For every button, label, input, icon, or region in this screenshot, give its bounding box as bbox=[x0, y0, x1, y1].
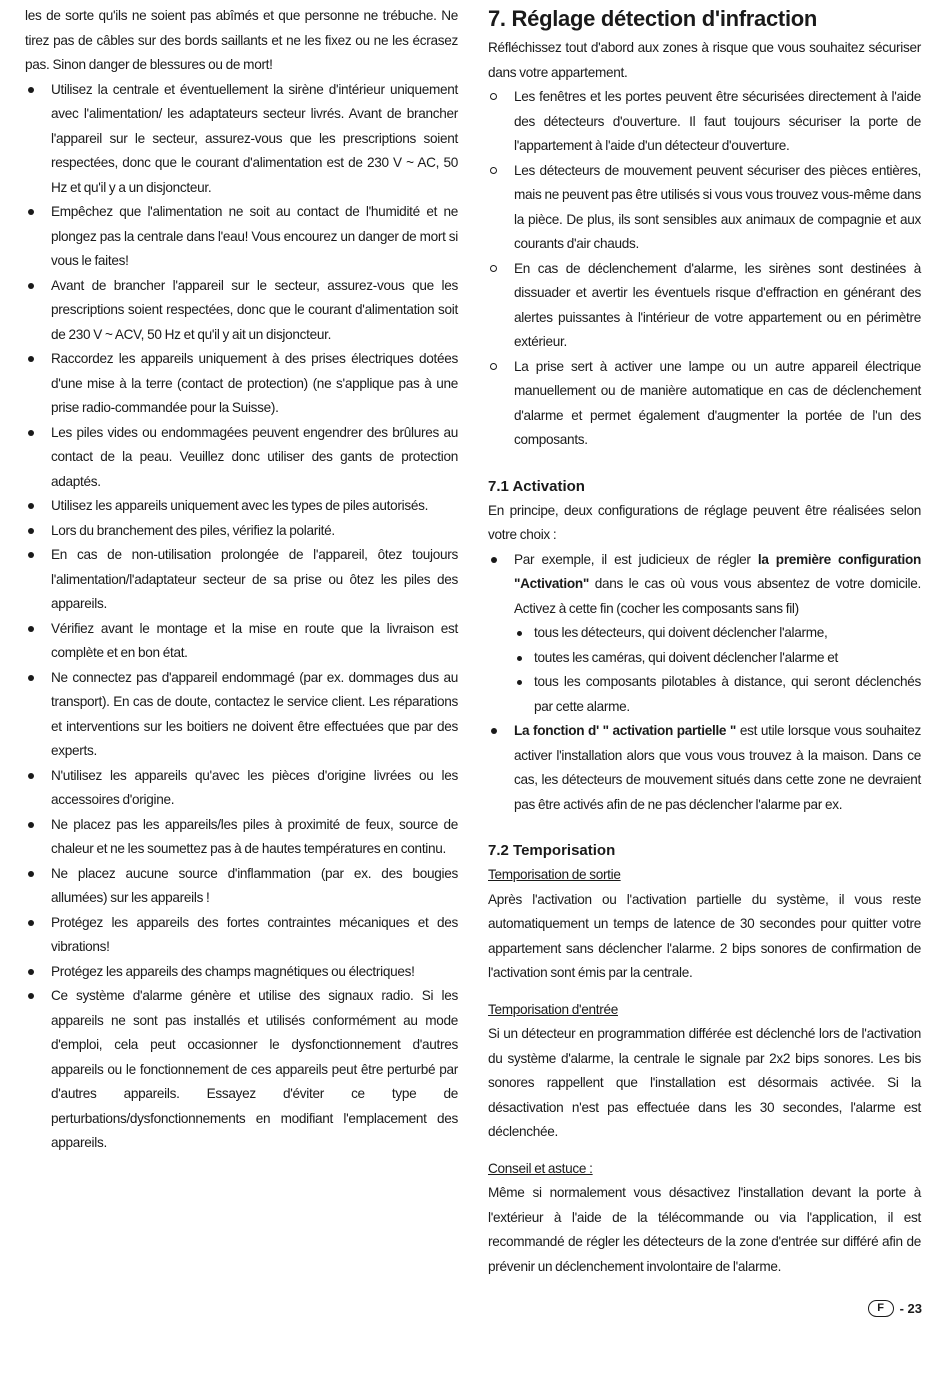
tip-heading: Conseil et astuce : bbox=[488, 1160, 593, 1176]
list-item: Les détecteurs de mouvement peuvent sécuriser des pièces entières, mais ne peuvent pas être utilisés si vous vous trouvez vous-même dans la pièce. De plus, ils sont sensibles aux animaux de compagnie et aux courants d'air chauds. bbox=[488, 159, 921, 257]
zone-list bbox=[488, 85, 921, 453]
item-text: Par exemple, il est judicieux de régler bbox=[514, 551, 758, 567]
exit-delay-text: Après l'activation ou l'activation partielle du système, il vous reste automatiquement un temps de latence de 30 secondes pour quitter votre appartement sans déclencher l'alarme. 2 bips sonores de confirmation de l'activation sont émis par la centrale. bbox=[488, 891, 921, 980]
list-item: Ne placez aucune source d'inflammation (par ex. des bougies allumées) sur les appareils ! bbox=[25, 862, 458, 911]
list-item: Protégez les appareils des fortes contraintes mécaniques et des vibrations! bbox=[25, 911, 458, 960]
section-7-title: 7. Réglage détection d'infraction bbox=[488, 6, 818, 31]
safety-list bbox=[25, 78, 458, 1156]
left-column bbox=[25, 4, 458, 1156]
activation-list bbox=[488, 548, 921, 818]
list-item: La prise sert à activer une lampe ou un autre appareil électrique manuellement ou de manière automatique en cas de déclenchement d'alarme et permet également d'augmenter la portée de l'un des composants. bbox=[488, 355, 921, 453]
item-text: est utile lorsque vous souhaitez activer l'installation alors que vous vous trouvez à la maison. Dans ce cas, les détecteurs de mouvement situés dans cette zone ne devraient pas être activés afin de ne pas déclencher l'alarme par ex. bbox=[514, 723, 922, 812]
list-item: Raccordez les appareils uniquement à des prises électriques dotées d'une mise à la terre (contact de protection) (ne s'applique pas à une prise radio-commandée pour la Suisse). bbox=[25, 347, 458, 421]
sub-list-item: tous les détecteurs, qui doivent déclencher l'alarme, bbox=[514, 621, 921, 646]
item-bold-text: La fonction d' " activation partielle " bbox=[514, 723, 737, 738]
item-bold-text: la première configuration "Activation" bbox=[514, 551, 921, 591]
list-item: Utilisez les appareils uniquement avec les types de piles autorisés. bbox=[25, 494, 458, 519]
list-item: Les piles vides ou endommagées peuvent engendrer des brûlures au contact de la peau. Veuillez donc utiliser des gants de protection adaptés. bbox=[25, 421, 458, 495]
item-text: dans le cas où vous vous absentez de votre domicile. Activez à cette fin (cocher les composants sans fil) bbox=[514, 576, 921, 616]
tip-text: Même si normalement vous désactivez l'installation devant la porte à l'extérieur à l'aide de la télécommande ou via l'application, il est recommandé de régler les détecteurs de la zone d'entrée sur différé afin de prévenir un déclenchement involontaire de l'alarme. bbox=[488, 1185, 921, 1274]
page-number: - 23 bbox=[899, 1301, 922, 1316]
sub-list-item: toutes les caméras, qui doivent déclencher l'alarme et bbox=[514, 646, 921, 671]
exit-delay-heading: Temporisation de sortie bbox=[488, 867, 621, 882]
section-7-1-intro: En principe, deux configurations de réglage peuvent être réalisées selon votre choix : bbox=[488, 502, 921, 542]
sub-list-item: tous les composants pilotables à distance, qui seront déclenchés par cette alarme. bbox=[514, 670, 921, 719]
entry-delay-heading: Temporisation d'entrée bbox=[488, 1001, 618, 1017]
list-item: En cas de non-utilisation prolongée de l'appareil, ôtez toujours l'alimentation/l'adaptateur secteur de sa prise ou ôtez les piles des appareils. bbox=[25, 543, 458, 617]
page-footer bbox=[868, 1300, 922, 1317]
list-item: Utilisez la centrale et éventuellement la sirène d'intérieur uniquement avec l'alimentation/ les adaptateurs secteur livrés. Avant de brancher l'appareil sur le secteur, assurez-vous que les prescriptions soient respectées, donc que le courant d'alimentation est de 230 V ~ AC, 50 Hz et qu'il y a un disjoncteur. bbox=[25, 78, 458, 201]
list-item: Ne connectez pas d'appareil endommagé (par ex. dommages dus au transport). En cas de doute, contactez le service client. Les réparations et interventions sur les boitiers ne doivent être effectuées que par des experts. bbox=[25, 666, 458, 764]
list-item: En cas de déclenchement d'alarme, les sirènes sont destinées à dissuader et avertir les éventuels risque d'effraction en générant des alertes puissantes à l'intérieur de votre appartement ou en périmètre extérieur. bbox=[488, 257, 921, 355]
list-item: Ne placez pas les appareils/les piles à proximité de feux, source de chaleur et ne les soumettez pas à de hautes températures en continu. bbox=[25, 813, 458, 862]
list-item: N'utilisez les appareils qu'avec les pièces d'origine livrées ou les accessoires d'origine. bbox=[25, 764, 458, 813]
list-item bbox=[488, 548, 921, 720]
right-column bbox=[488, 4, 921, 1279]
list-item: Vérifiez avant le montage et la mise en route que la livraison est complète et en bon état. bbox=[25, 617, 458, 666]
entry-delay-text: Si un détecteur en programmation différée est déclenché lors de l'activation du système d'alarme, la centrale le signale par 2x2 bips sonores. Les bis sonores rappellent que l'installation est désormais activée. Si la désactivation n'est pas effectuée dans les 30 secondes, l'alarme est déclenchée. bbox=[488, 1026, 921, 1139]
component-sublist bbox=[514, 621, 921, 719]
language-badge: F bbox=[868, 1300, 894, 1317]
list-item: Les fenêtres et les portes peuvent être sécurisées directement à l'aide des détecteurs d'ouverture. Il faut toujours sécuriser la porte de l'appartement à l'aide d'un détecteur d'ouverture. bbox=[488, 85, 921, 159]
list-item: Avant de brancher l'appareil sur le secteur, assurez-vous que les prescriptions soient respectées, donc que le courant d'alimentation soit de 230 V ~ ACV, 50 Hz et qu'il y ait un disjoncteur. bbox=[25, 274, 458, 348]
section-7-1-title: 7.1 Activation bbox=[488, 477, 585, 495]
section-7-intro: Réfléchissez tout d'abord aux zones à risque que vous souhaitez sécuriser dans votre appartement. bbox=[488, 40, 921, 80]
list-item: Empêchez que l'alimentation ne soit au contact de l'humidité et ne plongez pas la centrale dans l'eau! Vous encourez un danger de mort si vous le faites! bbox=[25, 200, 458, 274]
continued-paragraph: les de sorte qu'ils ne soient pas abîmés et que personne ne trébuche. Ne tirez pas de câbles sur des bords saillants et ne les fixez ou ne les écrasez pas. Sinon danger de blessures ou de mort! bbox=[25, 8, 458, 72]
list-item: Protégez les appareils des champs magnétiques ou électriques! bbox=[25, 960, 458, 985]
section-7-2-title: 7.2 Temporisation bbox=[488, 842, 616, 859]
list-item: Ce système d'alarme génère et utilise des signaux radio. Si les appareils ne sont pas installés et utilisés conformément au mode d'emploi, cela peut occasionner le dysfonctionnement d'autres appareils ou le fonctionnement de ces appareils peut être perturbé par d'autres appareils. Essayez d'éviter ce type de perturbations/dysfonctionnements en modifiant l'emplacement des appareils. bbox=[25, 984, 458, 1156]
list-item: Lors du branchement des piles, vérifiez la polarité. bbox=[25, 519, 458, 544]
list-item bbox=[488, 719, 921, 817]
